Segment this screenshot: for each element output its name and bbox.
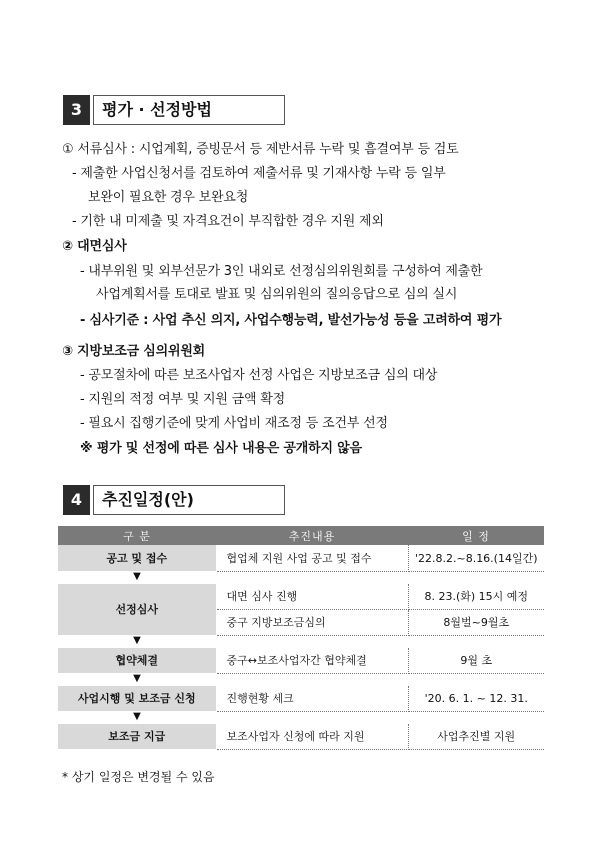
down-arrow-icon: ▼: [133, 673, 141, 685]
schedule-note: * 상기 일정은 변경될 수 있음: [62, 770, 215, 784]
row-content: 중구↔보조사업자간 협약체결: [216, 648, 408, 674]
row-date: '22.8.2.~8.16.(14일간): [408, 545, 544, 571]
item2-line1: - 내부위원 및 외부선문가 3인 내외로 선정심의위원회를 구성하여 제출한: [80, 264, 483, 279]
row-content: 진행현황 세크: [216, 686, 408, 712]
item1-line3: - 기한 내 미제출 및 자격요건이 부직합한 경우 지원 제외: [72, 214, 384, 229]
item2-line2: 사업계획서를 토대로 발표 및 심의위원의 질의응답으로 심의 실시: [96, 287, 458, 302]
row-date: '20. 6. 1. ~ 12. 31.: [408, 686, 544, 712]
table-row: [58, 724, 544, 750]
arrow-row: [58, 571, 544, 584]
arrow-row: [58, 673, 544, 686]
table-row: [58, 545, 544, 571]
schedule-table: [58, 526, 544, 750]
row-content: 보조사업자 신청에 따라 지원: [216, 724, 408, 750]
row-category: 선정심사: [58, 584, 216, 636]
row-date: 8. 23.(화) 15시 예정: [408, 584, 544, 610]
row-category: 협약체결: [58, 648, 216, 674]
row-category: 사업시행 및 보조금 신청: [58, 686, 216, 712]
header-category: 구 분: [58, 526, 216, 545]
table-header-row: [58, 526, 544, 545]
row-content: 중구 지방보조금심의: [216, 609, 408, 635]
row-category: 보조금 지급: [58, 724, 216, 750]
item3-title: ③ 지방보조금 심의위원회: [62, 344, 206, 359]
down-arrow-icon: ▼: [133, 635, 141, 647]
row-date: 9월 초: [408, 648, 544, 674]
row-content: 대면 심사 진행: [216, 584, 408, 610]
down-arrow-icon: ▼: [133, 711, 141, 723]
item1-title: ① 서류심사 : 시업계획, 증빙문서 등 제반서류 누락 및 흠결여부 등 검토: [62, 142, 459, 157]
item1-line2: 보완이 필요한 경우 보완요청: [88, 190, 249, 205]
header-date: 일 정: [408, 526, 544, 545]
down-arrow-icon: ▼: [133, 571, 141, 583]
section3-number: 3: [63, 95, 90, 125]
item2-title: ② 대면심사: [62, 239, 127, 254]
row-date: 사업추진별 지원: [408, 724, 544, 750]
row-category: 공고 및 접수: [58, 545, 216, 571]
row-content: 협업체 지원 사업 공고 및 접수: [216, 545, 408, 571]
arrow-row: [58, 635, 544, 648]
table-row: [58, 686, 544, 712]
table-row: [58, 648, 544, 674]
row-date: 8월벌~9월초: [408, 609, 544, 635]
section3-title: 평가 · 선정방법: [93, 95, 285, 125]
item1-line1: - 제출한 사업신청서를 검토하여 제출서류 및 기재사항 누락 등 일부: [72, 166, 446, 181]
item3-line2: - 지원의 적정 여부 및 지원 금액 확정: [80, 392, 286, 407]
item3-line3: - 필요시 집행기준에 맞게 사업비 재조정 등 조건부 선정: [80, 416, 388, 431]
item3-line1: - 공모절차에 따른 보조사업자 선정 사업은 지방보조금 심의 대상: [80, 368, 438, 383]
arrow-row: [58, 711, 544, 724]
section4-number: 4: [63, 485, 90, 515]
header-content: 추진내용: [216, 526, 408, 545]
item2-line3: - 심사기준 : 사업 추신 의지, 사업수행능력, 발선가능성 등을 고려하여 평가: [80, 313, 502, 328]
table-row: [58, 584, 544, 610]
section3-notice: ※ 평가 및 선정에 따른 심사 내용은 공개하지 않음: [80, 441, 362, 456]
section4-title: 추진일정(안): [93, 485, 285, 515]
